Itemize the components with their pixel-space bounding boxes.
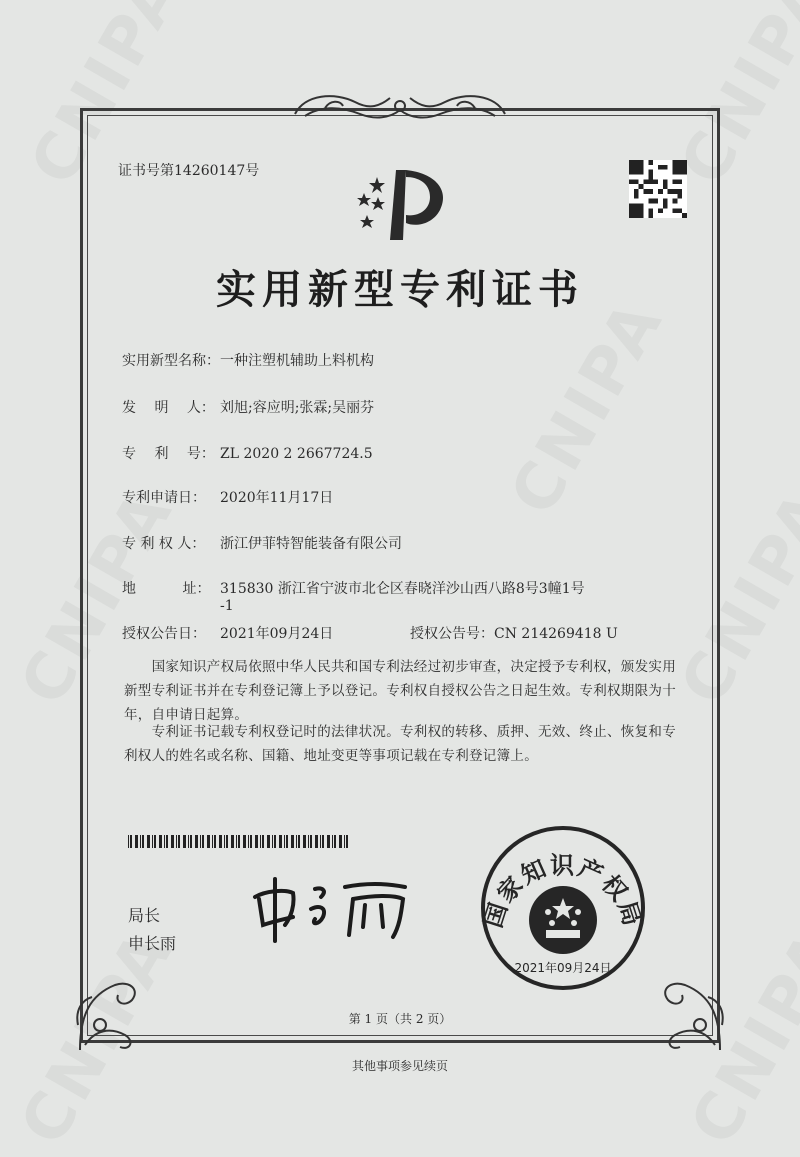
top-ornament-icon (285, 88, 515, 124)
signatory-name: 申长雨 (128, 934, 177, 953)
qr-code-icon (628, 160, 688, 218)
utility-model-name-label: 实用新型名称： (122, 353, 220, 369)
patent-number-row (122, 443, 373, 463)
seal-text: 国家知识产权局 (479, 851, 647, 931)
inventor-label: 发 明 人： (122, 400, 215, 416)
patent-number-value: ZL 2020 2 2667724.5 (220, 446, 373, 462)
patent-number-label: 专 利 号： (122, 446, 215, 462)
filing-date-row (122, 487, 333, 507)
legal-status-paragraph: 专利证书记载专利权登记时的法律状况。专利权的转移、质押、无效、终止、恢复和专利权人的姓名或名称、国籍、地址变更等事项记载在专利登记簿上。 (124, 724, 676, 764)
grant-number-label: 授权公告号： (410, 626, 494, 642)
grant-number-value: CN 214269418 U (494, 626, 618, 642)
signatory-title: 局长 (128, 906, 161, 925)
cnipa-emblem-icon (340, 165, 455, 245)
inventor-value: 刘旭;容应明;张霖;吴丽芬 (220, 400, 375, 416)
utility-model-name-row (122, 350, 374, 370)
certificate-number: 证书号第14260147号 (118, 163, 260, 179)
filing-date-value: 2020年11月17日 (220, 490, 334, 506)
page-number: 第 1 页（共 2 页） (348, 1012, 452, 1026)
grant-number-row (410, 623, 618, 643)
patentee-label: 专 利 权 人： (122, 536, 206, 552)
inventor-row (122, 397, 374, 417)
address-label: 地 址： (122, 581, 211, 597)
continuation-note: 其他事项参见续页 (351, 1059, 448, 1073)
seal-date: 2021年09月24日 (514, 961, 612, 975)
official-seal-icon (478, 820, 648, 990)
grant-date-value: 2021年09月24日 (220, 626, 334, 642)
corner-ornament-icon (650, 955, 730, 1055)
grant-date-label: 授权公告日： (122, 626, 206, 642)
utility-model-name-value: 一种注塑机辅助上料机构 (220, 353, 374, 369)
grant-statement-paragraph: 国家知识产权局依照中华人民共和国专利法经过初步审查，决定授予专利权，颁发实用新型专利证书并在专利登记簿上予以登记。专利权自授权公告之日起生效。专利权期限为十年，自申请日起算。 (124, 659, 676, 723)
certificate-title: 实用新型专利证书 (216, 266, 584, 313)
patentee-row (122, 533, 402, 553)
patentee-value: 浙江伊菲特智能装备有限公司 (220, 536, 402, 552)
grant-date-row (122, 623, 333, 643)
director-signature-icon (245, 875, 415, 945)
corner-ornament-icon (70, 955, 150, 1055)
filing-date-label: 专利申请日： (122, 490, 206, 506)
address-row (122, 578, 585, 598)
barcode-icon (128, 835, 348, 848)
address-value-line1: 315830 浙江省宁波市北仑区春晓洋沙山西八路8号3幢1号 (220, 581, 585, 597)
address-value-line2: -1 (220, 598, 234, 614)
